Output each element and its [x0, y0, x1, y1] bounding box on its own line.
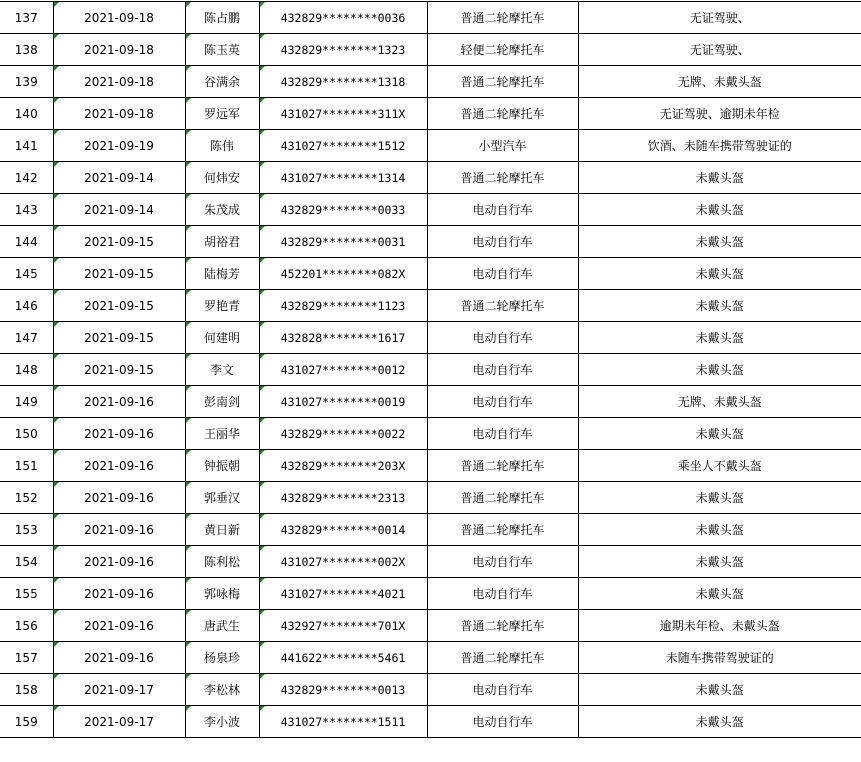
- table-row: [0, 34, 861, 66]
- table-row: [0, 642, 861, 674]
- cell-vehicle-type[interactable]: 普通二轮摩托车: [427, 610, 578, 642]
- cell-seq-no[interactable]: 139: [0, 66, 53, 98]
- table-row: [0, 258, 861, 290]
- cell-violation[interactable]: 乘坐人不戴头盔: [578, 450, 861, 482]
- cell-vehicle-type[interactable]: 普通二轮摩托车: [427, 2, 578, 34]
- cell-vehicle-type[interactable]: 普通二轮摩托车: [427, 290, 578, 322]
- cell-id-number[interactable]: 432829********1323: [259, 34, 427, 66]
- cell-violation[interactable]: 未戴头盔: [578, 674, 861, 706]
- table-row: [0, 290, 861, 322]
- cell-seq-no[interactable]: 146: [0, 290, 53, 322]
- table-row: [0, 674, 861, 706]
- cell-seq-no[interactable]: 137: [0, 2, 53, 34]
- table-row: [0, 482, 861, 514]
- cell-violation[interactable]: 无牌、未戴头盔: [578, 386, 861, 418]
- cell-violation[interactable]: 未戴头盔: [578, 482, 861, 514]
- cell-id-number[interactable]: 432829********203X: [259, 450, 427, 482]
- cell-name[interactable]: 郭咏梅: [185, 578, 259, 610]
- cell-vehicle-type[interactable]: 电动自行车: [427, 226, 578, 258]
- cell-date[interactable]: 2021-09-16: [53, 578, 185, 610]
- cell-name[interactable]: 李松林: [185, 674, 259, 706]
- cell-seq-no[interactable]: 158: [0, 674, 53, 706]
- cell-seq-no[interactable]: 147: [0, 322, 53, 354]
- cell-vehicle-type[interactable]: 轻便二轮摩托车: [427, 34, 578, 66]
- cell-seq-no[interactable]: 145: [0, 258, 53, 290]
- cell-violation[interactable]: 未戴头盔: [578, 706, 861, 738]
- cell-vehicle-type[interactable]: 小型汽车: [427, 130, 578, 162]
- cell-date[interactable]: 2021-09-18: [53, 2, 185, 34]
- cell-seq-no[interactable]: 157: [0, 642, 53, 674]
- cell-violation[interactable]: 无证驾驶、: [578, 34, 861, 66]
- table-row: [0, 2, 861, 34]
- cell-id-number[interactable]: 432829********0036: [259, 2, 427, 34]
- cell-seq-no[interactable]: 151: [0, 450, 53, 482]
- cell-id-number[interactable]: 432828********1617: [259, 322, 427, 354]
- cell-name[interactable]: 彭南剑: [185, 386, 259, 418]
- table-row: [0, 514, 861, 546]
- cell-name[interactable]: 何建明: [185, 322, 259, 354]
- cell-name[interactable]: 李文: [185, 354, 259, 386]
- cell-vehicle-type[interactable]: 普通二轮摩托车: [427, 642, 578, 674]
- cell-vehicle-type[interactable]: 电动自行车: [427, 706, 578, 738]
- cell-name[interactable]: 黄日新: [185, 514, 259, 546]
- cell-vehicle-type[interactable]: 电动自行车: [427, 354, 578, 386]
- cell-date[interactable]: 2021-09-16: [53, 610, 185, 642]
- cell-date[interactable]: 2021-09-15: [53, 322, 185, 354]
- cell-seq-no[interactable]: 155: [0, 578, 53, 610]
- cell-name[interactable]: 罗艳青: [185, 290, 259, 322]
- cell-vehicle-type[interactable]: 普通二轮摩托车: [427, 98, 578, 130]
- cell-violation[interactable]: 未戴头盔: [578, 546, 861, 578]
- cell-vehicle-type[interactable]: 普通二轮摩托车: [427, 66, 578, 98]
- cell-date[interactable]: 2021-09-18: [53, 98, 185, 130]
- cell-seq-no[interactable]: 140: [0, 98, 53, 130]
- cell-seq-no[interactable]: 153: [0, 514, 53, 546]
- table-row: [0, 66, 861, 98]
- cell-id-number[interactable]: 441622********5461: [259, 642, 427, 674]
- cell-date[interactable]: 2021-09-16: [53, 450, 185, 482]
- table-row: [0, 354, 861, 386]
- cell-vehicle-type[interactable]: 电动自行车: [427, 578, 578, 610]
- cell-name[interactable]: 唐武生: [185, 610, 259, 642]
- cell-vehicle-type[interactable]: 电动自行车: [427, 194, 578, 226]
- cell-violation[interactable]: 无牌、未戴头盔: [578, 66, 861, 98]
- cell-name[interactable]: 钟振朝: [185, 450, 259, 482]
- cell-date[interactable]: 2021-09-16: [53, 386, 185, 418]
- cell-vehicle-type[interactable]: 电动自行车: [427, 674, 578, 706]
- cell-id-number[interactable]: 431027********002X: [259, 546, 427, 578]
- cell-vehicle-type[interactable]: 电动自行车: [427, 258, 578, 290]
- cell-date[interactable]: 2021-09-17: [53, 706, 185, 738]
- cell-vehicle-type[interactable]: 电动自行车: [427, 322, 578, 354]
- cell-id-number[interactable]: 432927********701X: [259, 610, 427, 642]
- violation-records-table: [0, 1, 861, 738]
- cell-id-number[interactable]: 431027********0019: [259, 386, 427, 418]
- table-row: [0, 130, 861, 162]
- cell-date[interactable]: 2021-09-16: [53, 546, 185, 578]
- cell-violation[interactable]: 逾期未年检、未戴头盔: [578, 610, 861, 642]
- table-row: [0, 450, 861, 482]
- cell-id-number[interactable]: 432829********1318: [259, 66, 427, 98]
- cell-seq-no[interactable]: 141: [0, 130, 53, 162]
- cell-violation[interactable]: 饮酒、未随车携带驾驶证的: [578, 130, 861, 162]
- cell-date[interactable]: 2021-09-16: [53, 642, 185, 674]
- cell-name[interactable]: 陈玉英: [185, 34, 259, 66]
- cell-name[interactable]: 郭垂汉: [185, 482, 259, 514]
- table-row: [0, 386, 861, 418]
- cell-date[interactable]: 2021-09-16: [53, 514, 185, 546]
- cell-name[interactable]: 王丽华: [185, 418, 259, 450]
- cell-name[interactable]: 何炜安: [185, 162, 259, 194]
- cell-id-number[interactable]: 432829********0033: [259, 194, 427, 226]
- table-row: [0, 226, 861, 258]
- cell-id-number[interactable]: 431027********1314: [259, 162, 427, 194]
- cell-violation[interactable]: 未戴头盔: [578, 226, 861, 258]
- cell-date[interactable]: 2021-09-14: [53, 162, 185, 194]
- cell-seq-no[interactable]: 138: [0, 34, 53, 66]
- cell-vehicle-type[interactable]: 电动自行车: [427, 386, 578, 418]
- cell-violation[interactable]: 未戴头盔: [578, 162, 861, 194]
- cell-seq-no[interactable]: 152: [0, 482, 53, 514]
- cell-violation[interactable]: 无证驾驶、逾期未年检: [578, 98, 861, 130]
- cell-name[interactable]: 陈伟: [185, 130, 259, 162]
- table-row: [0, 546, 861, 578]
- table-row: [0, 578, 861, 610]
- cell-id-number[interactable]: 432829********2313: [259, 482, 427, 514]
- cell-id-number[interactable]: 431027********1511: [259, 706, 427, 738]
- table-row: [0, 162, 861, 194]
- cell-id-number[interactable]: 432829********0013: [259, 674, 427, 706]
- cell-seq-no[interactable]: 154: [0, 546, 53, 578]
- cell-id-number[interactable]: 432829********0022: [259, 418, 427, 450]
- cell-name[interactable]: 胡裕君: [185, 226, 259, 258]
- cell-violation[interactable]: 未戴头盔: [578, 322, 861, 354]
- cell-date[interactable]: 2021-09-15: [53, 290, 185, 322]
- cell-id-number[interactable]: 431027********0012: [259, 354, 427, 386]
- table-row: [0, 194, 861, 226]
- cell-date[interactable]: 2021-09-16: [53, 482, 185, 514]
- cell-name[interactable]: 陆梅芳: [185, 258, 259, 290]
- cell-violation[interactable]: 未戴头盔: [578, 258, 861, 290]
- cell-date[interactable]: 2021-09-16: [53, 418, 185, 450]
- cell-seq-no[interactable]: 142: [0, 162, 53, 194]
- table-row: [0, 418, 861, 450]
- cell-date[interactable]: 2021-09-14: [53, 194, 185, 226]
- cell-vehicle-type[interactable]: 普通二轮摩托车: [427, 514, 578, 546]
- cell-name[interactable]: 谷满余: [185, 66, 259, 98]
- table-row: [0, 98, 861, 130]
- cell-seq-no[interactable]: 143: [0, 194, 53, 226]
- cell-violation[interactable]: 未戴头盔: [578, 194, 861, 226]
- cell-id-number[interactable]: 432829********0014: [259, 514, 427, 546]
- table-row: [0, 322, 861, 354]
- cell-vehicle-type[interactable]: 电动自行车: [427, 418, 578, 450]
- table-row: [0, 610, 861, 642]
- cell-date[interactable]: 2021-09-15: [53, 258, 185, 290]
- cell-vehicle-type[interactable]: 普通二轮摩托车: [427, 162, 578, 194]
- cell-id-number[interactable]: 431027********311X: [259, 98, 427, 130]
- cell-vehicle-type[interactable]: 电动自行车: [427, 546, 578, 578]
- cell-seq-no[interactable]: 159: [0, 706, 53, 738]
- cell-id-number[interactable]: 431027********4021: [259, 578, 427, 610]
- cell-name[interactable]: 朱茂成: [185, 194, 259, 226]
- table-row: [0, 706, 861, 738]
- cell-date[interactable]: 2021-09-18: [53, 66, 185, 98]
- cell-name[interactable]: 罗远军: [185, 98, 259, 130]
- cell-id-number[interactable]: 431027********1512: [259, 130, 427, 162]
- cell-vehicle-type[interactable]: 普通二轮摩托车: [427, 482, 578, 514]
- cell-violation[interactable]: 未戴头盔: [578, 514, 861, 546]
- cell-violation[interactable]: 未戴头盔: [578, 418, 861, 450]
- cell-name[interactable]: 陈占鹏: [185, 2, 259, 34]
- table-body: [0, 2, 861, 738]
- cell-date[interactable]: 2021-09-18: [53, 34, 185, 66]
- cell-violation[interactable]: 未随车携带驾驶证的: [578, 642, 861, 674]
- cell-date[interactable]: 2021-09-15: [53, 226, 185, 258]
- cell-vehicle-type[interactable]: 普通二轮摩托车: [427, 450, 578, 482]
- cell-date[interactable]: 2021-09-19: [53, 130, 185, 162]
- cell-seq-no[interactable]: 148: [0, 354, 53, 386]
- cell-name[interactable]: 杨泉珍: [185, 642, 259, 674]
- cell-id-number[interactable]: 432829********0031: [259, 226, 427, 258]
- cell-date[interactable]: 2021-09-17: [53, 674, 185, 706]
- cell-violation[interactable]: 未戴头盔: [578, 578, 861, 610]
- cell-violation[interactable]: 未戴头盔: [578, 354, 861, 386]
- cell-seq-no[interactable]: 156: [0, 610, 53, 642]
- cell-violation[interactable]: 无证驾驶、: [578, 2, 861, 34]
- cell-violation[interactable]: 未戴头盔: [578, 290, 861, 322]
- cell-seq-no[interactable]: 149: [0, 386, 53, 418]
- cell-seq-no[interactable]: 150: [0, 418, 53, 450]
- cell-seq-no[interactable]: 144: [0, 226, 53, 258]
- cell-id-number[interactable]: 432829********1123: [259, 290, 427, 322]
- cell-date[interactable]: 2021-09-15: [53, 354, 185, 386]
- cell-name[interactable]: 李小波: [185, 706, 259, 738]
- cell-name[interactable]: 陈利松: [185, 546, 259, 578]
- cell-id-number[interactable]: 452201********082X: [259, 258, 427, 290]
